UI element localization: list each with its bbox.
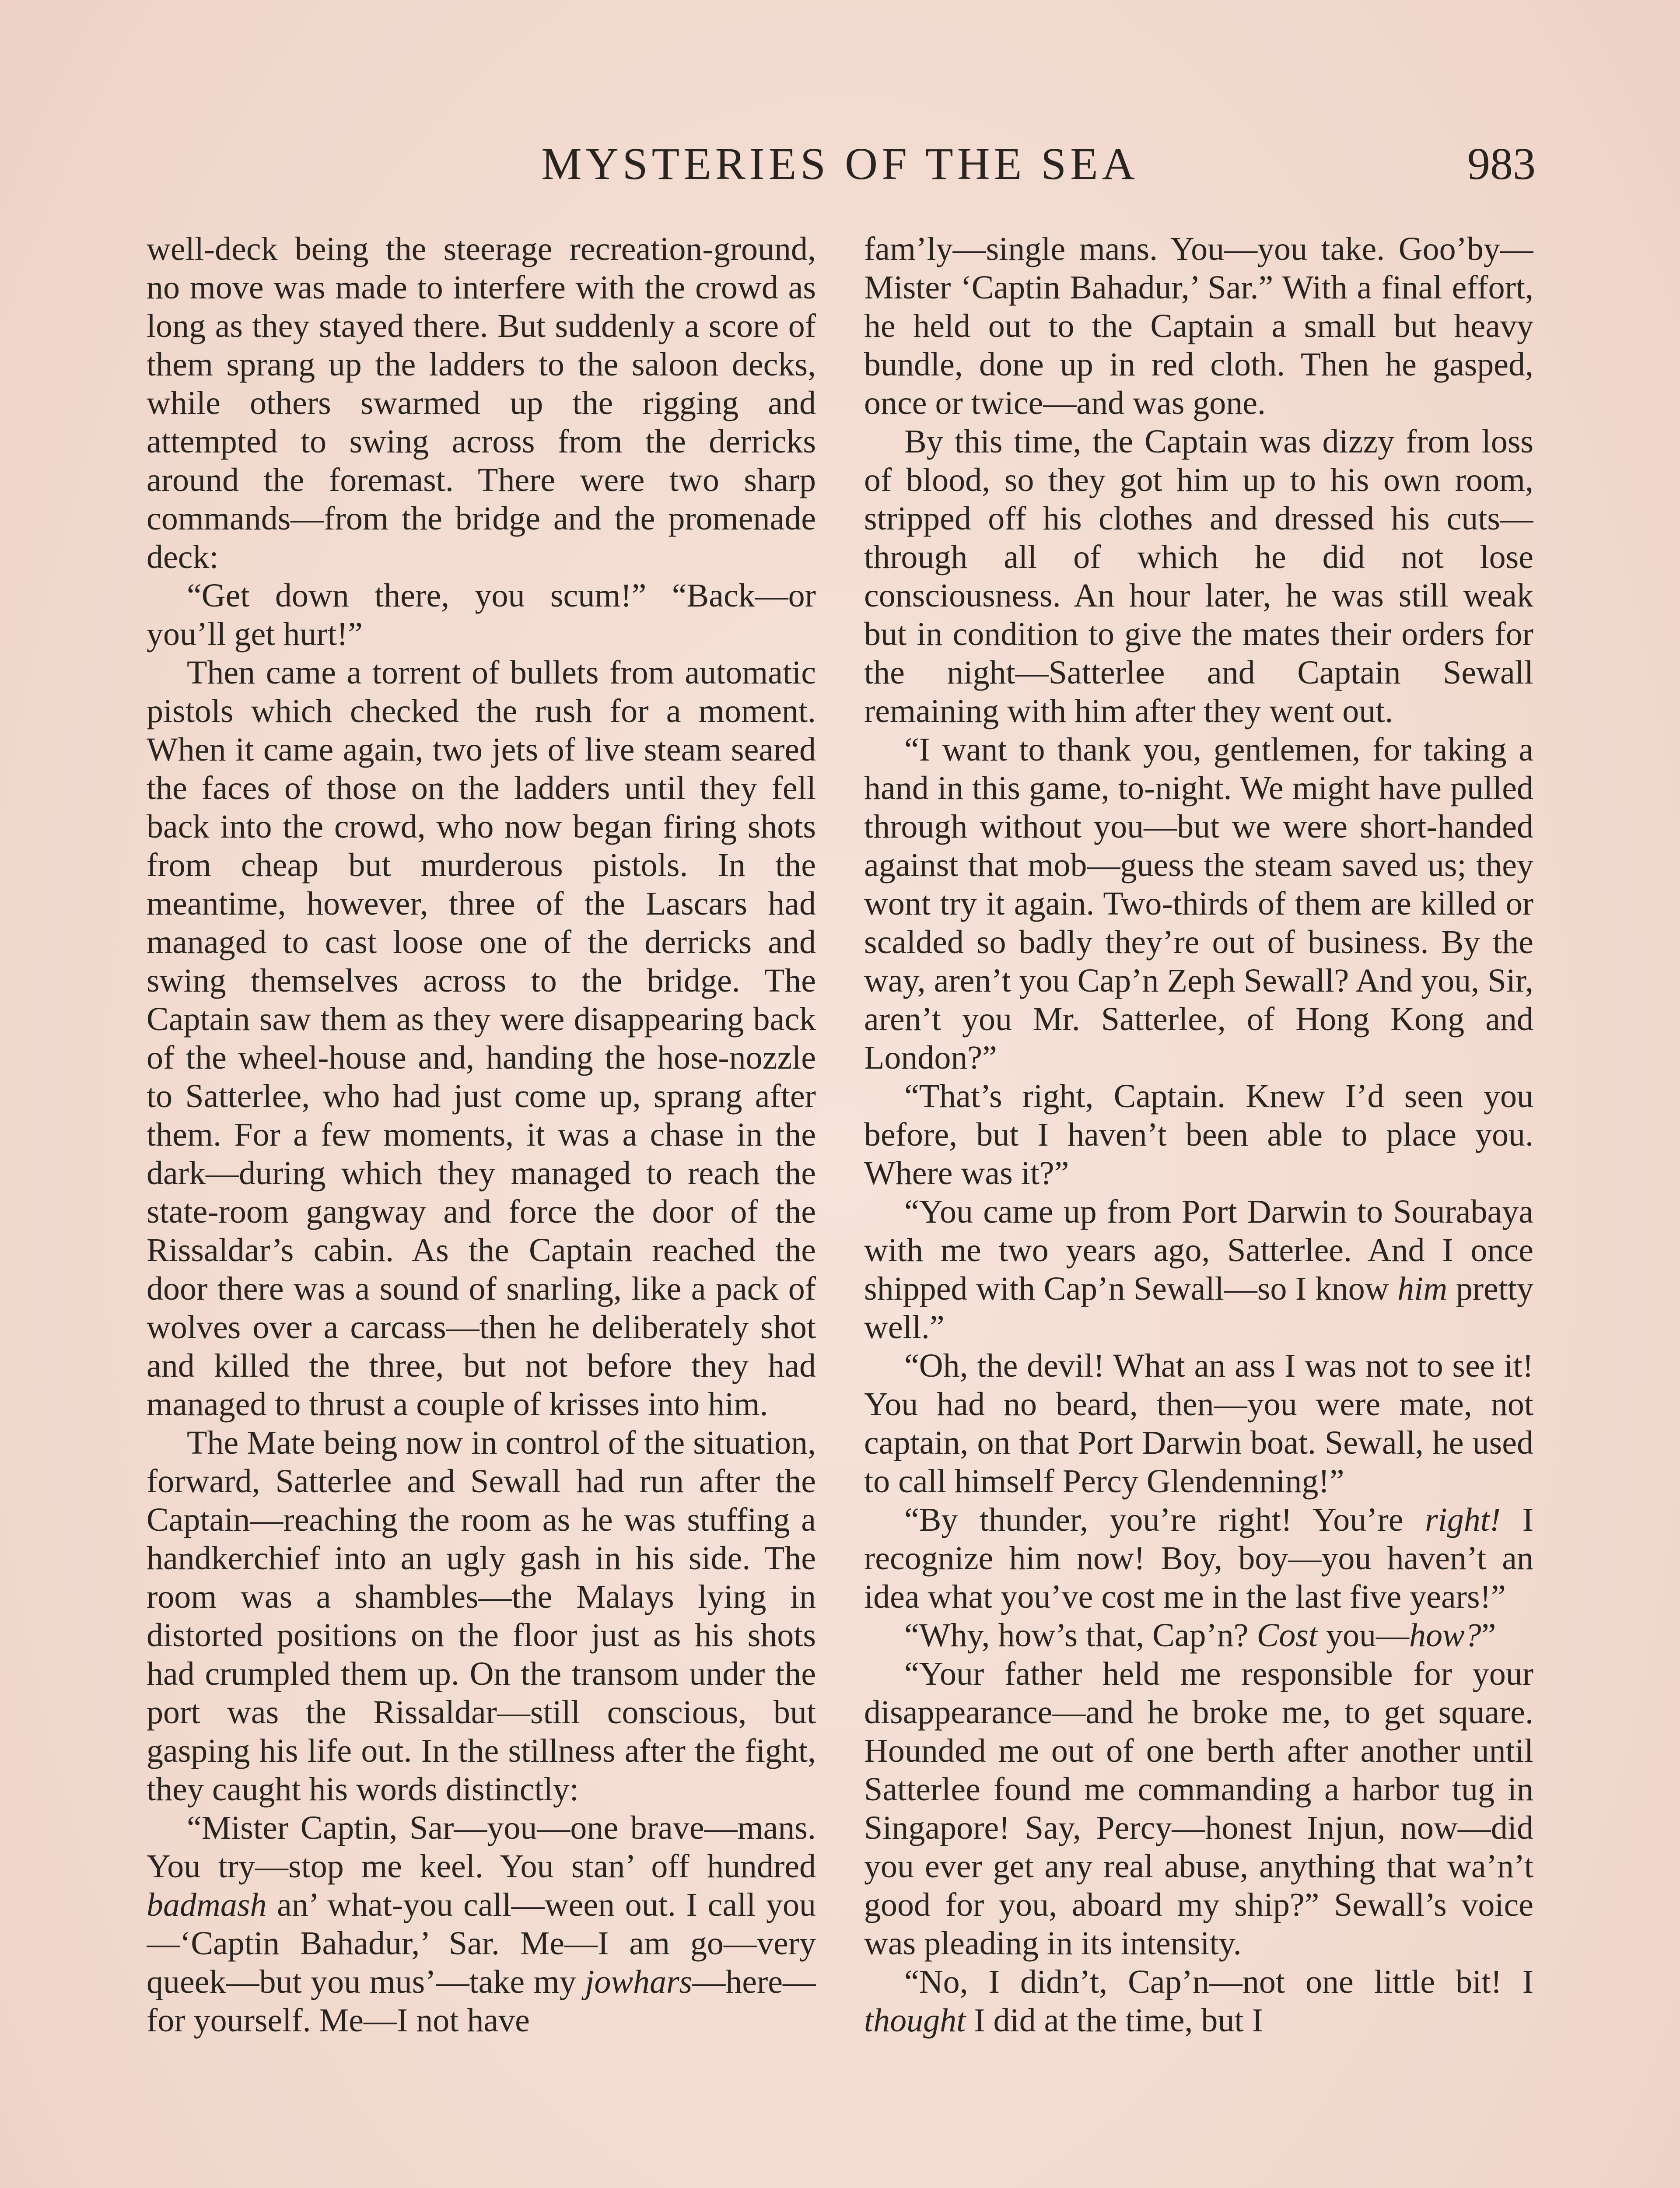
paragraph bbox=[864, 1963, 1533, 2040]
text-run: “I want to thank you, gentlemen, for taking a hand in this game, to-night. We might have pulled through without you—but we were short-handed against that mob—guess the steam saved us; they wont try it again. Two-thirds of them are killed or scalded so badly they’re out of business. By the way, aren’t you Cap’n Zeph Sewall? And you, Sir, aren’t you Mr. Satterlee, of Hong Kong and London?” bbox=[864, 731, 1533, 1076]
text-run: “Oh, the devil! What an ass I was not to see it! You had no beard, then—you were mate, not captain, on that Port Darwin boat. Sewall, he used to call himself Percy Glendenning!” bbox=[864, 1347, 1533, 1500]
paragraph bbox=[147, 576, 816, 653]
italic-text: thought bbox=[864, 2002, 966, 2039]
italic-text: how? bbox=[1409, 1617, 1481, 1654]
text-run: “You came up from Port Darwin to Sourabaya with me two years ago, Satterlee. And I once shipped with Cap’n Sewall—so I know bbox=[864, 1193, 1533, 1307]
paragraph bbox=[147, 230, 816, 576]
text-run: “Why, how’s that, Cap’n? bbox=[904, 1617, 1257, 1654]
text-run: —here—for yourself. Me—I not have bbox=[147, 1964, 816, 2039]
text-run: an’ what-you call—ween out. I call you—‘Captin Bahadur,’ Sar. Me—I am go—very queek—but you mus’—take my bbox=[147, 1886, 816, 2000]
paragraph bbox=[864, 1616, 1533, 1655]
text-run: I recognize him now! Boy, boy—you haven’t an idea what you’ve cost me in the last five years!” bbox=[864, 1501, 1533, 1615]
text-run: “No, I didn’t, Cap’n—not one little bit! I bbox=[904, 1964, 1533, 2000]
running-title: MYSTERIES OF THE SEA bbox=[541, 139, 1139, 189]
paragraph bbox=[864, 230, 1533, 422]
text-run: fam’ly—single mans. You—you take. Goo’by—Mister ‘Captin Bahadur,’ Sar.” With a final effort, he held out to the Captain a small but heavy bundle, done up in red cloth. Then he gasped, once or twice—and was gone. bbox=[864, 231, 1533, 421]
right-text-column bbox=[864, 230, 1533, 2188]
text-run: The Mate being now in control of the situation, forward, Satterlee and Sewall had run after the Captain—reaching the room as he was stuffing a handkerchief into an ugly gash in his side. The room was a shambles—the Malays lying in distorted positions on the floor just as his shots had crumpled them up. On the transom under the port was the Rissaldar—still conscious, but gasping his life out. In the stillness after the fight, they caught his words distinctly: bbox=[147, 1424, 816, 1808]
paragraph bbox=[147, 1809, 816, 2040]
text-run: “By thunder, you’re right! You’re bbox=[904, 1501, 1425, 1538]
paragraph bbox=[864, 1192, 1533, 1346]
text-run: well-deck being the steerage recreation-ground, no move was made to interfere with the crowd as long as they stayed there. But suddenly a score of them sprang up the ladders to the saloon decks, while others swarmed up the rigging and attempted to swing across from the derricks around the foremast. There were two sharp commands—from the bridge and the promenade deck: bbox=[147, 231, 816, 575]
text-run: Then came a torrent of bullets from automatic pistols which checked the rush for a moment. When it came again, two jets of live steam seared the faces of those on the ladders until they fell back into the crowd, who now began firing shots from cheap but murderous pistols. In the meantime, however, three of the Lascars had managed to cast loose one of the derricks and swing themselves across to the bridge. The Captain saw them as they were disappearing back of the wheel-house and, handing the hose-nozzle to Satterlee, who had just come up, sprang after them. For a few moments, it was a chase in the dark—during which they managed to reach the state-room gangway and force the door of the Rissaldar’s cabin. As the Captain reached the door there was a sound of snarling, like a pack of wolves over a carcass—then he deliberately shot and killed the three, but not before they had managed to thrust a couple of krisses into him. bbox=[147, 654, 816, 1423]
italic-text: right! bbox=[1425, 1501, 1501, 1538]
text-run: you— bbox=[1317, 1617, 1409, 1654]
paragraph bbox=[864, 1655, 1533, 1963]
paragraph bbox=[864, 1501, 1533, 1616]
left-text-column bbox=[147, 230, 816, 2188]
page-number: 983 bbox=[1467, 139, 1536, 189]
paragraph bbox=[864, 1077, 1533, 1192]
page-header bbox=[144, 131, 1536, 197]
text-run: I did at the time, but I bbox=[966, 2002, 1263, 2039]
text-run: “That’s right, Captain. Knew I’d seen you before, but I haven’t been able to place you. Where was it?” bbox=[864, 1078, 1533, 1192]
text-run: “Get down there, you scum!” “Back—or you’ll get hurt!” bbox=[147, 577, 816, 652]
text-run: pretty well.” bbox=[864, 1270, 1533, 1346]
italic-text: badmash bbox=[147, 1886, 267, 1923]
text-run: ” bbox=[1481, 1617, 1496, 1654]
text-run: “Your father held me responsible for your disappearance—and he broke me, to get square. Hounded me out of one berth after another until Satterlee found me commanding a harbor tug in Singapore! Say, Percy—honest Injun, now—did you ever get any real abuse, anything that wa’n’t good for you, aboard my ship?” Sewall’s voice was pleading in its intensity. bbox=[864, 1655, 1533, 1962]
paragraph bbox=[864, 1346, 1533, 1501]
italic-text: Cost bbox=[1256, 1617, 1318, 1654]
italic-text: him bbox=[1397, 1270, 1448, 1307]
paragraph bbox=[147, 1424, 816, 1809]
italic-text: jowhars bbox=[585, 1964, 693, 2000]
paragraph bbox=[864, 730, 1533, 1077]
paragraph bbox=[147, 653, 816, 1424]
text-run: By this time, the Captain was dizzy from loss of blood, so they got him up to his own room, stripped off his clothes and dressed his cuts—through all of which he did not lose consciousness. An hour later, he was still weak but in condition to give the mates their orders for the night—Satterlee and Captain Sewall remaining with him after they went out. bbox=[864, 423, 1533, 729]
text-run: “Mister Captin, Sar—you—one brave—mans. You try—stop me keel. You stan’ off hundred bbox=[147, 1809, 816, 1885]
paragraph bbox=[864, 422, 1533, 730]
